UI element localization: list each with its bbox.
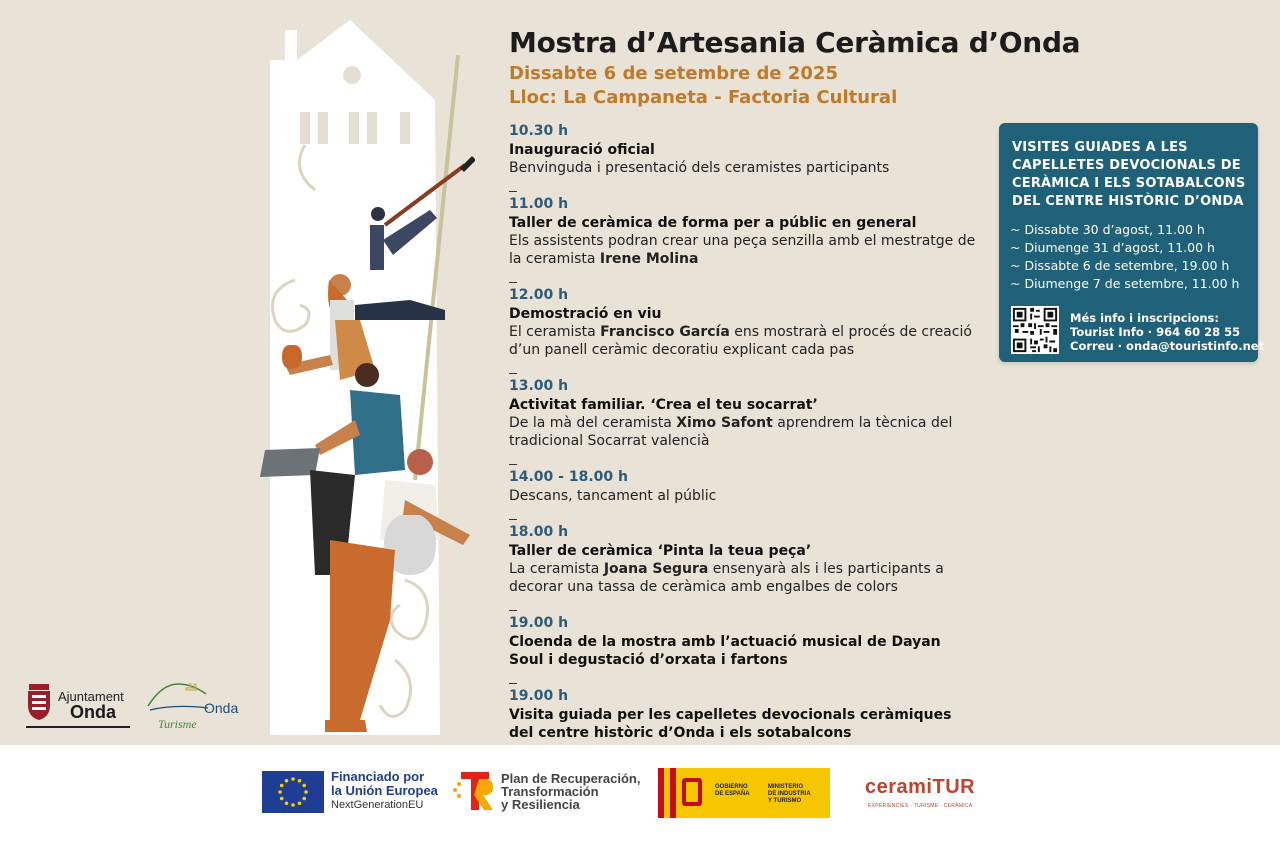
ceramist-name: Irene Molina [599, 251, 699, 267]
eu-star-icon [304, 790, 308, 794]
event-title: Taller de ceràmica ‘Pinta la teua peça’ [509, 543, 812, 559]
program-item [509, 610, 979, 669]
eu-line: Financiado por [331, 769, 425, 784]
onda-turisme-logo [146, 678, 242, 733]
eu-star-icon [291, 803, 295, 807]
program-item [509, 683, 979, 742]
eu-star-icon [291, 777, 295, 781]
program-item [509, 122, 979, 177]
event-time: 14.00 - 18.00 h [509, 469, 628, 485]
gob-line: DE ESPAÑA [715, 791, 750, 797]
program-item [509, 519, 979, 596]
contact-email[interactable]: Correu · onda@touristinfo.net [1070, 339, 1265, 353]
divider [509, 282, 517, 283]
ceramist-name: Francisco García [600, 324, 730, 340]
description-text: De la mà del ceramista [509, 415, 677, 431]
eu-star-icon [285, 801, 289, 805]
eu-line: la Unión Europea [331, 783, 438, 798]
guided-visits-dates [1010, 221, 1239, 293]
divider [26, 726, 130, 728]
onda-turisme-sub: Turisme [158, 717, 197, 731]
visit-date: ~ Diumenge 7 de setembre, 11.00 h [1010, 276, 1240, 291]
program-item [509, 373, 979, 450]
event-time: 19.00 h [509, 688, 569, 704]
onda-turisme-name: Onda [204, 700, 239, 716]
eu-star-icon [302, 797, 306, 801]
description-text: Els assistents podran crear una peça senzilla amb el mestratge de la ceramista [509, 233, 976, 267]
eu-star-icon [280, 797, 284, 801]
min-line: DE INDUSTRIA [768, 791, 811, 797]
description-text: ensenyarà als i les participants a decorar una tassa de ceràmica amb engalbes de colors [509, 561, 944, 595]
divider [509, 191, 517, 192]
gobierno-text [715, 784, 750, 798]
event-time: 13.00 h [509, 378, 569, 394]
event-date: Dissabte 6 de setembre de 2025 [509, 63, 838, 84]
event-description: Benvinguda i presentació dels ceramistes participants [509, 160, 890, 176]
prtr-logo-icon [449, 768, 497, 812]
prtr-line: Plan de Recuperación, [501, 771, 641, 786]
eu-star-icon [302, 784, 306, 788]
ceramists-illustration [255, 20, 475, 735]
program-item [509, 464, 979, 505]
divider [509, 464, 517, 465]
ceramitur-tagline: EXPERIÈNCIES · TURISME · CERÀMICA [868, 803, 973, 809]
eu-funding-text [331, 770, 438, 813]
spain-flag-icon [658, 768, 708, 818]
castle-hill-icon [146, 678, 210, 714]
event-time: 19.00 h [509, 615, 569, 631]
coat-of-arms-icon [26, 682, 52, 722]
min-line: MINISTERIO [768, 784, 804, 790]
guided-visits-box [999, 123, 1265, 362]
contact-line: Més info i inscripcions: [1070, 311, 1220, 325]
ceramist-name: Joana Segura [603, 561, 709, 577]
eu-star-icon [280, 784, 284, 788]
ministerio-text [768, 784, 811, 805]
gob-line: GOBIERNO [715, 784, 748, 790]
event-title: Cloenda de la mostra amb l’actuació musical de Dayan Soul i degustació d’orxata i fartons [509, 634, 941, 668]
min-line: Y TURISMO [768, 798, 802, 804]
visit-date: ~ Dissabte 6 de setembre, 19.00 h [1010, 258, 1230, 273]
description-text: aprendrem la tècnica del tradicional Socarrat valencià [509, 415, 953, 449]
guided-visits-title: VISITES GUIADES A LES CAPELLETES DEVOCIONALS DE CERÀMICA I ELS SOTABALCONS DEL CENTRE HISTÒRIC D’ONDA [1012, 140, 1246, 209]
ajuntament-town: Onda [70, 702, 117, 722]
prtr-text [501, 772, 640, 811]
prtr-line: Transformación [501, 784, 599, 799]
event-title: Activitat familiar. ‘Crea el teu socarrat’ [509, 397, 818, 413]
divider [509, 519, 517, 520]
eu-star-icon [298, 801, 302, 805]
event-time: 11.00 h [509, 196, 569, 212]
gobierno-espana-logo [658, 768, 830, 818]
ajuntament-onda-logo [26, 680, 136, 730]
divider [509, 373, 517, 374]
description-text: ens mostrarà el procés de creació d’un panell ceràmic decoratiu explicant cada pas [509, 324, 972, 358]
visit-date: ~ Dissabte 30 d’agost, 11.00 h [1010, 222, 1205, 237]
contact-phone[interactable]: Tourist Info · 964 60 28 55 [1070, 325, 1241, 339]
eu-star-icon [278, 790, 282, 794]
event-time: 10.30 h [509, 123, 569, 139]
visit-date: ~ Diumenge 31 d’agost, 11.00 h [1010, 240, 1215, 255]
event-place: Lloc: La Campaneta - Factoria Cultural [509, 87, 898, 108]
eu-flag-icon [262, 771, 324, 813]
event-title: Visita guiada per les capelletes devocionals ceràmiques del centre històric d’Onda i els sotabalcons [509, 707, 952, 741]
program-item [509, 282, 979, 359]
event-description: Descans, tancament al públic [509, 488, 717, 504]
event-title: Taller de ceràmica de forma per a públic en general [509, 215, 917, 231]
event-description [509, 323, 979, 359]
event-description [509, 414, 979, 450]
eu-star-icon [285, 779, 289, 783]
event-description [509, 232, 979, 268]
program-list [509, 122, 979, 745]
description-text: La ceramista [509, 561, 604, 577]
ajuntament-label: Ajuntament [58, 689, 124, 704]
divider [509, 683, 517, 684]
qr-code[interactable] [1011, 306, 1059, 354]
event-title: Inauguració oficial [509, 142, 655, 158]
contact-info [1070, 311, 1264, 353]
event-time: 18.00 h [509, 524, 569, 540]
description-text: El ceramista [509, 324, 601, 340]
prtr-line: y Resiliencia [501, 797, 580, 812]
event-title: Demostració en viu [509, 306, 662, 322]
ceramist-name: Ximo Safont [676, 415, 773, 431]
ceramitur-logo: ceramiTUR [865, 776, 976, 798]
eu-line: NextGenerationEU [331, 799, 424, 811]
event-time: 12.00 h [509, 287, 569, 303]
divider [509, 610, 517, 611]
program-item [509, 191, 979, 268]
eu-star-icon [298, 779, 302, 783]
page-title: Mostra d’Artesania Ceràmica d’Onda [509, 26, 1081, 59]
event-description [509, 560, 979, 596]
